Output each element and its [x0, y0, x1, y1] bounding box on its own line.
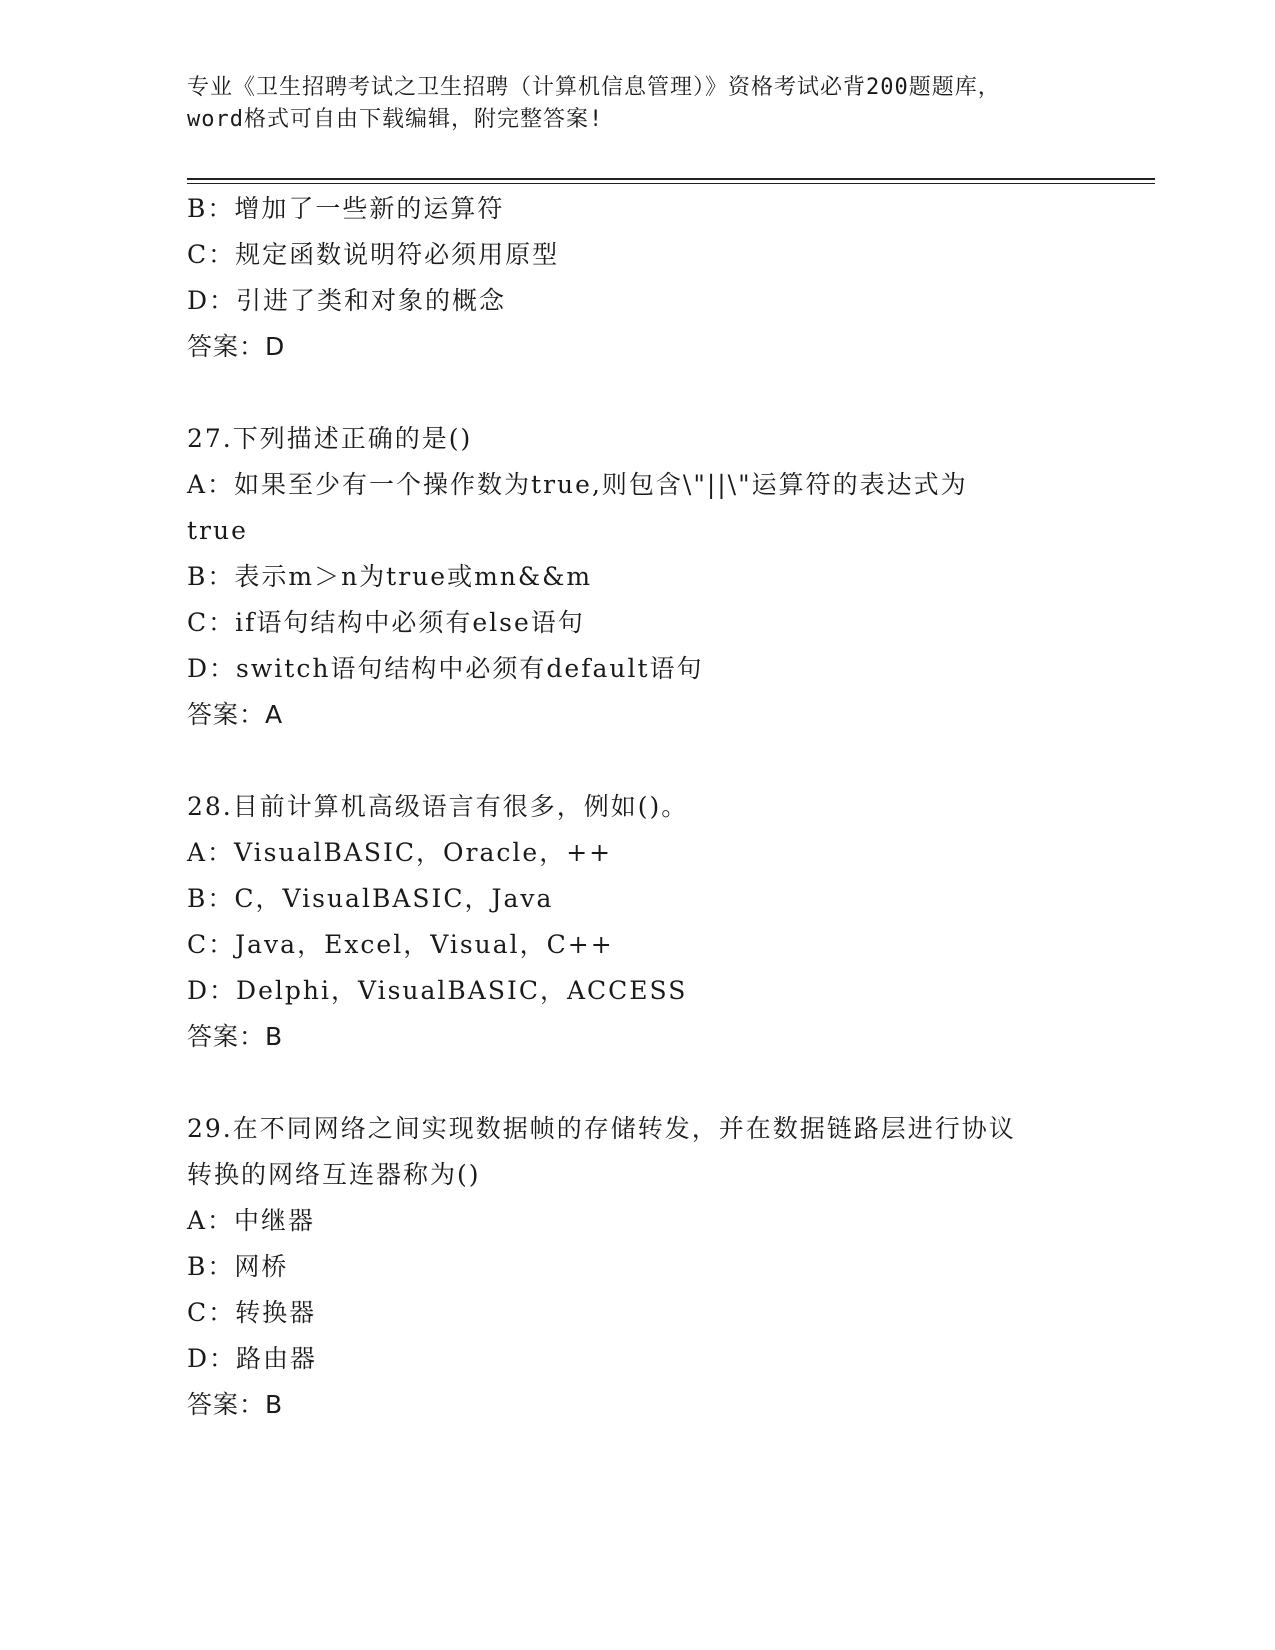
option-d: D：Delphi，VisualBASIC，ACCESS [187, 976, 688, 1005]
document-header [187, 72, 1087, 136]
option-c: C：Java，Excel，Visual，C++ [187, 930, 614, 959]
header-title-line1: 专业《卫生招聘考试之卫生招聘（计算机信息管理）》资格考试必背200题题库， [187, 75, 1001, 100]
question-text: 27.下列描述正确的是() [187, 424, 473, 453]
option-c: C：规定函数说明符必须用原型 [187, 240, 560, 269]
question-text: 29.在不同网络之间实现数据帧的存储转发，并在数据链路层进行协议 [187, 1114, 1016, 1143]
answer: 答案：A [187, 700, 284, 729]
answer: 答案：B [187, 1022, 284, 1051]
option-c: C：if语句结构中必须有else语句 [187, 608, 585, 637]
question-29 [187, 1106, 1087, 1428]
option-a: A：如果至少有一个操作数为true,则包含\"||\"运算符的表达式为 [187, 470, 968, 499]
header-divider-thick [187, 178, 1155, 180]
option-a-continued: true [187, 516, 248, 545]
option-d: D：路由器 [187, 1344, 318, 1373]
option-a: A：VisualBASIC，Oracle，++ [187, 838, 613, 867]
answer: 答案：B [187, 1390, 284, 1419]
option-a: A：中继器 [187, 1206, 316, 1235]
option-b: B：表示m＞n为true或mn&&m [187, 562, 593, 591]
question-27 [187, 416, 1087, 738]
header-title-line2: word格式可自由下载编辑，附完整答案! [187, 107, 604, 132]
spacer [187, 370, 1087, 416]
option-d: D：switch语句结构中必须有default语句 [187, 654, 704, 683]
option-b: B：网桥 [187, 1252, 289, 1281]
question-list [187, 186, 1087, 1428]
question-text-continued: 转换的网络互连器称为() [187, 1160, 481, 1189]
option-d: D：引进了类和对象的概念 [187, 286, 507, 315]
spacer [187, 1060, 1087, 1106]
option-b: B：增加了一些新的运算符 [187, 194, 505, 223]
option-b: B：C，VisualBASIC，Java [187, 884, 554, 913]
question-text: 28.目前计算机高级语言有很多，例如()。 [187, 792, 689, 821]
header-divider-thin [187, 183, 1155, 184]
question-26-continued [187, 186, 1087, 370]
spacer [187, 738, 1087, 784]
question-28 [187, 784, 1087, 1060]
option-c: C：转换器 [187, 1298, 317, 1327]
answer: 答案：D [187, 332, 286, 361]
